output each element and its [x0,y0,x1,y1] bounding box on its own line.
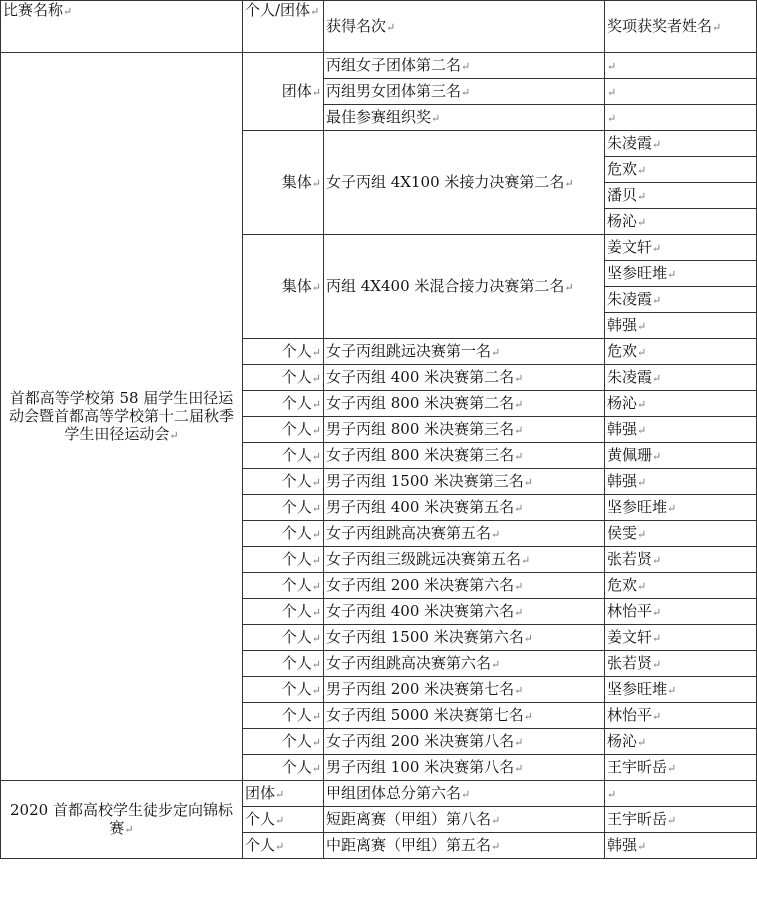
winner-cell-text: 韩强 [607,471,638,490]
paragraph-mark: ↵ [514,397,524,411]
paragraph-mark: ↵ [637,345,647,359]
paragraph-mark: ↵ [607,111,617,125]
entry-type-text: 个人 [281,393,312,412]
entry-type-text: 个人 [281,575,312,594]
paragraph-mark: ↵ [311,605,321,619]
winner-cell-text: 朱凌霞 [607,289,653,308]
paragraph-mark: ↵ [637,397,647,411]
header-individual-team: 个人/团体↵ [243,1,324,53]
entry-type-text: 个人 [281,549,312,568]
winner-cell [605,547,757,573]
rank-cell-text: 丙组 4X400 米混合接力决赛第二名 [326,276,565,295]
rank-cell [324,53,605,79]
paragraph-mark: ↵ [514,579,524,593]
entry-type [243,677,324,703]
winner-cell [605,417,757,443]
paragraph-mark: ↵ [491,839,501,853]
paragraph-mark: ↵ [637,163,647,177]
entry-type [243,755,324,781]
rank-cell [324,729,605,755]
paragraph-mark: ↵ [564,280,574,294]
winner-cell [605,105,757,131]
entry-type [243,547,324,573]
winner-cell-text: 坚参旺堆 [607,263,668,282]
paragraph-mark: ↵ [514,449,524,463]
entry-type-text: 集体 [281,172,312,191]
header-row [1,1,757,53]
entry-type-text: 个人 [281,601,312,620]
rank-cell [324,807,605,833]
rank-cell [324,833,605,859]
entry-type-text: 个人 [281,679,312,698]
winner-cell [605,781,757,807]
paragraph-mark: ↵ [607,787,617,801]
competition-name [1,53,243,781]
entry-type-text: 个人 [281,757,312,776]
paragraph-mark: ↵ [461,59,471,73]
entry-type [243,131,324,235]
competition-name [1,781,243,859]
rank-cell [324,781,605,807]
paragraph-mark: ↵ [311,527,321,541]
paragraph-mark: ↵ [311,280,321,294]
paragraph-mark: ↵ [311,553,321,567]
rank-cell [324,365,605,391]
rank-cell-text: 中距离赛（甲组）第五名 [326,835,492,854]
winner-cell-text: 王宇昕岳 [607,809,668,828]
winner-cell-text: 黄佩珊 [607,445,653,464]
paragraph-mark: ↵ [652,605,662,619]
entry-type [243,339,324,365]
rank-cell-text: 女子丙组 400 米决赛第六名 [326,601,515,620]
paragraph-mark: ↵ [652,241,662,255]
rank-cell-text: 女子丙组 5000 米决赛第七名 [326,705,524,724]
winner-cell [605,495,757,521]
rank-cell [324,573,605,599]
winner-cell [605,833,757,859]
entry-type [243,521,324,547]
rank-cell-text: 丙组男女团体第三名 [326,81,462,100]
winner-cell [605,391,757,417]
paragraph-mark: ↵ [311,683,321,697]
rank-cell [324,703,605,729]
entry-type-text: 个人 [281,497,312,516]
winner-cell [605,183,757,209]
paragraph-mark: ↵ [637,423,647,437]
rank-cell [324,651,605,677]
winner-cell-text: 危欢 [607,341,638,360]
rank-cell [324,495,605,521]
entry-type [243,443,324,469]
entry-type-text: 个人 [281,445,312,464]
winner-cell-text: 坚参旺堆 [607,497,668,516]
entry-type [243,651,324,677]
winner-cell-text: 坚参旺堆 [607,679,668,698]
paragraph-mark: ↵ [461,787,471,801]
rank-cell [324,547,605,573]
paragraph-mark: ↵ [652,137,662,151]
rank-cell-text: 女子丙组 200 米决赛第八名 [326,731,515,750]
paragraph-mark: ↵ [311,85,321,99]
paragraph-mark: ↵ [514,501,524,515]
paragraph-mark: ↵ [652,709,662,723]
paragraph-mark: ↵ [311,423,321,437]
competition-name-text: 首都高等学校第 58 届学生田径运动会暨首都高等学校第十二届秋季学生田径运动会 [8,388,234,443]
entry-type [243,729,324,755]
entry-type [243,833,324,859]
paragraph-mark: ↵ [667,683,677,697]
entry-type [243,703,324,729]
rank-cell [324,417,605,443]
entry-type [243,365,324,391]
paragraph-mark: ↵ [637,319,647,333]
awards-table-body [1,1,757,859]
paragraph-mark: ↵ [311,657,321,671]
paragraph-mark: ↵ [311,761,321,775]
entry-type-text: 个人 [281,731,312,750]
paragraph-mark: ↵ [652,449,662,463]
entry-type-text: 个人 [281,471,312,490]
paragraph-mark: ↵ [514,761,524,775]
rank-cell [324,105,605,131]
paragraph-mark: ↵ [491,345,501,359]
paragraph-mark: ↵ [311,449,321,463]
winner-cell-text: 潘贝 [607,185,638,204]
paragraph-mark: ↵ [667,813,677,827]
winner-cell [605,521,757,547]
rank-cell-text: 男子丙组 400 米决赛第五名 [326,497,515,516]
winner-cell [605,573,757,599]
winner-cell-text: 危欢 [607,159,638,178]
winner-cell-text: 张若贤 [607,549,653,568]
paragraph-mark: ↵ [311,501,321,515]
winner-cell-text: 危欢 [607,575,638,594]
paragraph-mark: ↵ [311,371,321,385]
competition-name-text: 2020 首都高校学生徒步定向锦标赛 [10,800,233,837]
rank-cell-text: 女子丙组 800 米决赛第二名 [326,393,515,412]
paragraph-mark: ↵ [637,215,647,229]
paragraph-mark: ↵ [514,735,524,749]
winner-cell-text: 韩强 [607,835,638,854]
entry-type [243,469,324,495]
winner-cell [605,261,757,287]
paragraph-mark: ↵ [652,371,662,385]
paragraph-mark: ↵ [311,345,321,359]
paragraph-mark: ↵ [491,813,501,827]
paragraph-mark: ↵ [637,579,647,593]
entry-type-text: 个人 [281,419,312,438]
rank-cell-text: 女子丙组 800 米决赛第三名 [326,445,515,464]
paragraph-mark: ↵ [275,813,285,827]
paragraph-mark: ↵ [637,735,647,749]
paragraph-mark: ↵ [491,657,501,671]
paragraph-mark: ↵ [652,553,662,567]
entry-type [243,781,324,807]
paragraph-mark: ↵ [523,475,533,489]
paragraph-mark: ↵ [652,657,662,671]
paragraph-mark: ↵ [311,475,321,489]
paragraph-mark: ↵ [521,553,531,567]
paragraph-mark: ↵ [311,735,321,749]
paragraph-mark: ↵ [667,501,677,515]
winner-cell-text: 杨沁 [607,211,638,230]
winner-cell [605,235,757,261]
rank-cell [324,677,605,703]
winner-cell-text: 侯雯 [607,523,638,542]
paragraph-mark: ↵ [275,839,285,853]
entry-type-text: 个人 [281,367,312,386]
rank-cell-text: 男子丙组 100 米决赛第八名 [326,757,515,776]
entry-type [243,495,324,521]
paragraph-mark: ↵ [652,293,662,307]
winner-cell [605,365,757,391]
rank-cell-text: 女子丙组 1500 米决赛第六名 [326,627,524,646]
winner-cell [605,287,757,313]
winner-cell-text: 杨沁 [607,731,638,750]
entry-type-text: 个人 [245,809,276,828]
winner-cell [605,807,757,833]
paragraph-mark: ↵ [523,631,533,645]
paragraph-mark: ↵ [275,787,285,801]
paragraph-mark: ↵ [637,189,647,203]
header-competition-name: 比赛名称↵ [1,1,243,53]
paragraph-mark: ↵ [607,85,617,99]
winner-cell [605,79,757,105]
rank-cell [324,131,605,235]
paragraph-mark: ↵ [311,176,321,190]
entry-type-text: 个人 [281,627,312,646]
paragraph-mark: ↵ [637,527,647,541]
entry-type-text: 个人 [281,653,312,672]
paragraph-mark: ↵ [564,176,574,190]
winner-cell-text: 朱凌霞 [607,367,653,386]
paragraph-mark: ↵ [514,423,524,437]
rank-cell [324,469,605,495]
winner-cell [605,677,757,703]
paragraph-mark: ↵ [607,59,617,73]
paragraph-mark: ↵ [431,111,441,125]
header-rank: 获得名次↵ [324,1,605,53]
rank-cell [324,443,605,469]
entry-type-text: 团体 [281,81,312,100]
rank-cell [324,599,605,625]
winner-cell [605,53,757,79]
winner-cell [605,313,757,339]
rank-cell-text: 短距离赛（甲组）第八名 [326,809,492,828]
rank-cell [324,79,605,105]
rank-cell-text: 女子丙组跳高决赛第五名 [326,523,492,542]
table-row [1,53,757,79]
rank-cell-text: 女子丙组 400 米决赛第二名 [326,367,515,386]
paragraph-mark: ↵ [652,631,662,645]
rank-cell-text: 女子丙组跳远决赛第一名 [326,341,492,360]
paragraph-mark: ↵ [169,428,179,442]
winner-cell [605,157,757,183]
paragraph-mark: ↵ [311,397,321,411]
paragraph-mark: ↵ [311,709,321,723]
winner-cell-text: 王宇昕岳 [607,757,668,776]
rank-cell [324,235,605,339]
winner-cell [605,755,757,781]
rank-cell [324,755,605,781]
paragraph-mark: ↵ [637,475,647,489]
paragraph-mark: ↵ [667,761,677,775]
entry-type-text: 集体 [281,276,312,295]
winner-cell [605,131,757,157]
rank-cell-text: 男子丙组 200 米决赛第七名 [326,679,515,698]
winner-cell [605,339,757,365]
paragraph-mark: ↵ [514,371,524,385]
paragraph-mark: ↵ [311,579,321,593]
paragraph-mark: ↵ [514,683,524,697]
rank-cell-text: 男子丙组 800 米决赛第三名 [326,419,515,438]
rank-cell-text: 甲组团体总分第六名 [326,783,462,802]
entry-type-text: 个人 [245,835,276,854]
entry-type [243,391,324,417]
entry-type-text: 个人 [281,341,312,360]
paragraph-mark: ↵ [637,839,647,853]
rank-cell-text: 女子丙组三级跳远决赛第五名 [326,549,522,568]
entry-type [243,807,324,833]
winner-cell [605,469,757,495]
entry-type-text: 团体 [245,783,276,802]
entry-type [243,417,324,443]
rank-cell [324,339,605,365]
entry-type [243,53,324,131]
winner-cell-text: 朱凌霞 [607,133,653,152]
winner-cell [605,625,757,651]
rank-cell-text: 女子丙组 200 米决赛第六名 [326,575,515,594]
paragraph-mark: ↵ [491,527,501,541]
winner-cell [605,651,757,677]
rank-cell [324,521,605,547]
table-row [1,781,757,807]
winner-cell-text: 姜文轩 [607,627,653,646]
winner-cell-text: 林怡平 [607,705,653,724]
winner-cell [605,703,757,729]
entry-type-text: 个人 [281,523,312,542]
entry-type [243,625,324,651]
rank-cell-text: 最佳参赛组织奖 [326,107,432,126]
winner-cell [605,729,757,755]
paragraph-mark: ↵ [461,85,471,99]
winner-cell [605,209,757,235]
entry-type [243,599,324,625]
entry-type [243,573,324,599]
winner-cell-text: 韩强 [607,315,638,334]
paragraph-mark: ↵ [124,822,134,836]
winner-cell-text: 韩强 [607,419,638,438]
rank-cell-text: 女子丙组跳高决赛第六名 [326,653,492,672]
rank-cell [324,391,605,417]
winner-cell-text: 杨沁 [607,393,638,412]
paragraph-mark: ↵ [667,267,677,281]
winner-cell-text: 张若贤 [607,653,653,672]
rank-cell-text: 女子丙组 4X100 米接力决赛第二名 [326,172,565,191]
winner-cell [605,443,757,469]
header-winner: 奖项获奖者姓名↵ [605,1,757,53]
rank-cell-text: 丙组女子团体第二名 [326,55,462,74]
winner-cell [605,599,757,625]
paragraph-mark: ↵ [523,709,533,723]
paragraph-mark: ↵ [514,605,524,619]
entry-type-text: 个人 [281,705,312,724]
winner-cell-text: 姜文轩 [607,237,653,256]
rank-cell-text: 男子丙组 1500 米决赛第三名 [326,471,524,490]
paragraph-mark: ↵ [311,631,321,645]
rank-cell [324,625,605,651]
entry-type [243,235,324,339]
winner-cell-text: 林怡平 [607,601,653,620]
